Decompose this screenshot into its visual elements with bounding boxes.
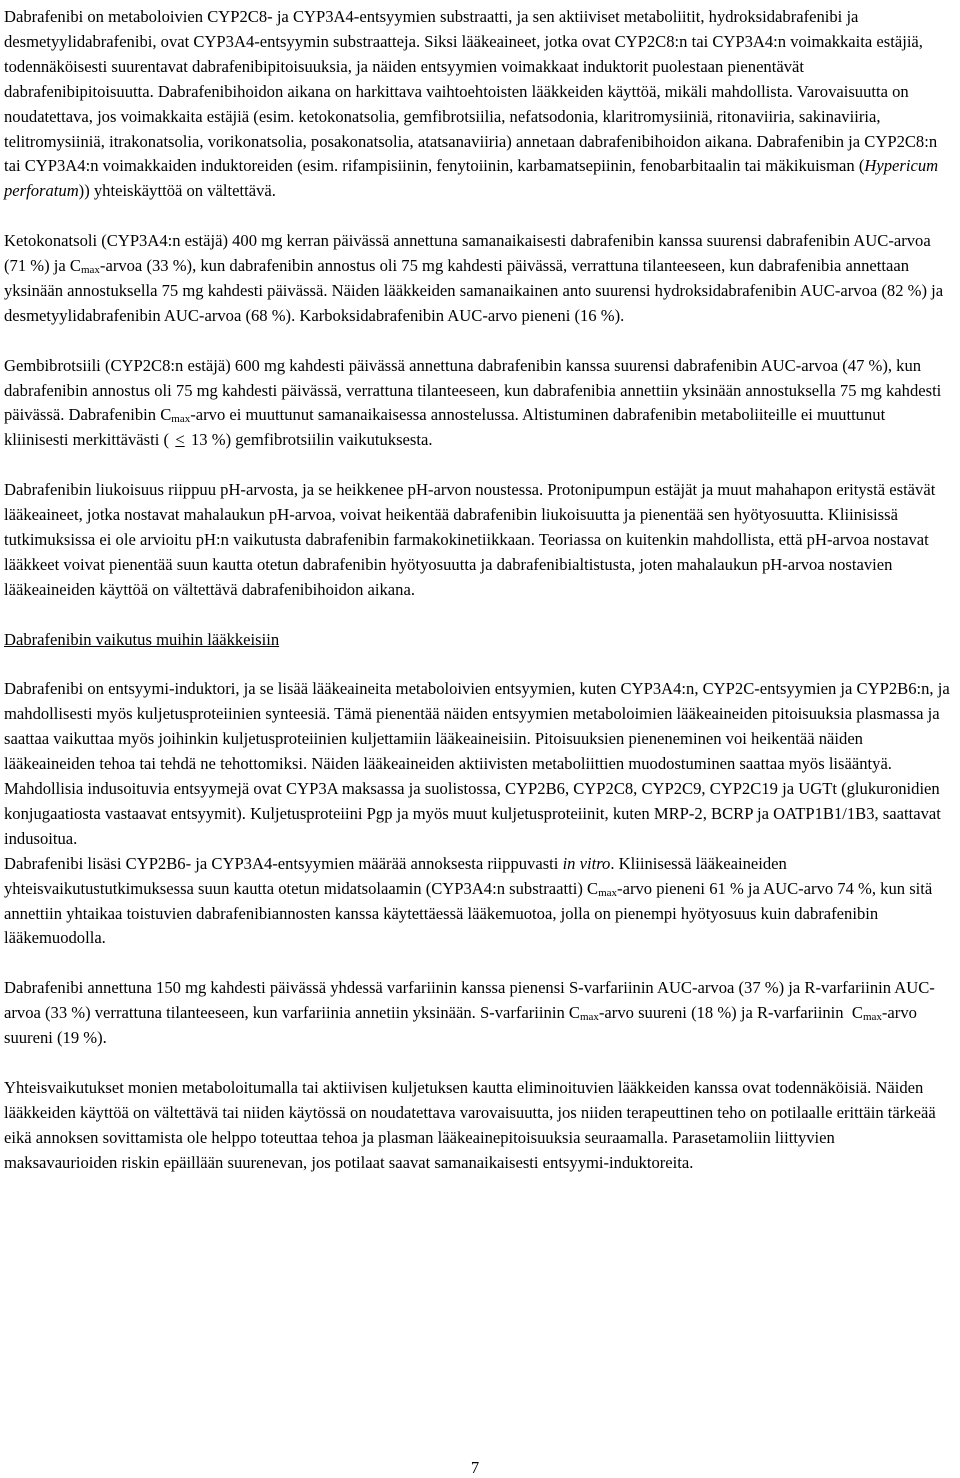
text-run: -arvo suureni (18 %) ja R-varfariinin C [598,1003,863,1023]
paragraph-ketoconazole [4,229,950,329]
subscript-max: max [598,886,618,899]
less-than-or-equal-symbol: < [175,430,185,450]
text-run: )) yhteiskäyttöä on vältettävä. [78,181,276,201]
paragraph-ph-solubility: Dabrafenibin liukoisuus riippuu pH-arvosta, ja se heikkenee pH-arvon noustessa. Protonipumpun estäjät ja muut mahahapon eritystä estävät lääkeaineet, jotka nostavat mahalaukun pH-arvoa, voivat heikentää dabrafenibin liukoisuutta ja pienentää sen hyötyosuutta. Kliinisissä tutkimuksissa ei ole arvioitu pH:n vaikutusta dabrafenibin farmakokinetiikkaan. Teoriassa on kuitenkin mahdollista, että pH-arvoa nostavat lääkkeet voivat pienentää suun kautta otetun dabrafenibin hyötyosuutta ja dabrafenibialtistusta, joten mahalaukun pH-arvoa nostavien lääkeaineiden käyttöä on vältettävä dabrafenibihoidon aikana. [4,480,936,599]
italic-species-name: Hypericum perforatum [4,156,939,201]
text-run: 13 %) gemfibrotsiilin vaikutuksesta. [191,430,433,450]
text-run: -arvoa (33 %), kun dabrafenibin annostus oli 75 mg kahdesti päivässä, verrattuna tilanteeseen, kun dabrafenibia annettaan yksinään annostuksella 75 mg kahdesti päivässä. Näiden lääkkeiden samanaikainen anto suurensi hydroksidabrafenibin AUC-arvoa (82 %) ja desmetyylidabrafenibin AUC-arvoa (68 %). Karboksidabrafenibin AUC-arvo pieneni (16 %). [4,256,944,325]
page-number: 7 [470,1458,480,1477]
paragraph-cyp-substrate [4,5,950,204]
subscript-max: max [862,1011,882,1024]
subscript-max: max [171,413,191,426]
paragraph-gemfibrozil [4,354,950,454]
text-run: -arvo suureni (19 %). [4,1003,917,1048]
paragraph-in-vitro [4,852,950,952]
paragraph-interactions: Yhteisvaikutukset monien metaboloitumalla tai aktiivisen kuljetuksen kautta eliminoituvien lääkkeiden kanssa ovat todennäköisiä. Näiden lääkkeiden käyttöä on vältettävä tai niiden käytössä on noudatettava varovaisuutta, jos niiden terapeuttinen teho on potilaalle erittäin tärkeää eikä annoksen sovittamista ole helppo toteuttaa tehoa ja plasman lääkeainepitoisuuksia seuraamalla. Parasetamoliin liittyvien maksavaurioiden riskin epäillään suurenevan, jos potilaat saavat samanaikaisesti entsyymi-induktoreita. [4,1077,936,1172]
text-run: Dabrafenibi on metaboloivien CYP2C8- ja CYP3A4-entsyymien substraatti, ja sen aktiiviset metaboliitit, hydroksidabrafenibi ja desmetyylidabrafenibi, ovat CYP3A4-entsyymin substraatteja. Siksi lääkeaineet, jotka ovat CYP2C8:n tai CYP3A4:n voimakkaita estäjiä, todennäköisesti suurentavat dabrafenibipitoisuuksia, ja näiden entsyymien voimakkaat induktorit puolestaan pienentävät dabrafenibipitoisuutta. Dabrafenibihoidon aikana on harkittava vaihtoehtoisten lääkkeiden käyttöä, mikäli mahdollista. Varovaisuutta on noudatettava, jos voimakkaita estäjiä (esim. ketokonatsolia, gemfibrotsiilia, nefatsodonia, klaritromysiiniä, ritonaviiria, sakinaviiria, telitromysiiniä, itrakonatsolia, vorikonatsolia, posakonatsolia, atatsanaviiria) annetaan dabrafenibihoidon aikana. Dabrafenibin ja CYP2C8:n tai CYP3A4:n voimakkaiden induktoreiden (esim. rifampisiinin, fenytoiinin, karbamatsepiinin, fenobarbitaalin tai mäkikuisman ( [4,7,938,176]
text-run: Dabrafenibi annettuna 150 mg kahdesti päivässä yhdessä varfariinin kanssa pienensi S-varfariinin AUC-arvoa (37 %) ja R-varfariinin AUC-arvoa (33 %) verrattuna tilanteeseen, kun varfariinia annetiin yksinään. S-varfariinin C [4,978,935,1023]
text-run: -arvo pieneni 61 % ja AUC-arvo 74 %, kun sitä annettiin yhtaikaa toistuvien dabrafenibiannosten kanssa käytettäessä lääkemuotoa, jolla on pienempi hyötyosuus kuin dabrafenibin lääkemuodolla. [4,878,933,948]
paragraph-enzyme-inducer: Dabrafenibi on entsyymi-induktori, ja se lisää lääkeaineita metaboloivien entsyymien, kuten CYP3A4:n, CYP2C-entsyymien ja CYP2B6:n, ja mahdollisesti myös kuljetusproteiinien synteesiä. Tämä pienentää näiden entsyymien metaboloimien lääkeaineiden pitoisuuksia plasmassa ja saattaa vaikuttaa myös joihinkin kuljetusproteiinien kuljettamiin lääkeaineisiin. Pitoisuuksien pieneneminen voi heikentää näiden lääkeaineiden tehoa tai tehdä ne tehottomiksi. Näiden lääkeaineiden aktiivisten metaboliittien muodostuminen saattaa myös lisääntyä. Mahdollisia indusoituvia entsyymejä ovat CYP3A maksassa ja suolistossa, CYP2B6, CYP2C8, CYP2C9, CYP2C19 ja UGTt (glukuronidien konjugaatiosta vastaavat entsyymit). Kuljetusproteiini Pgp ja myös muut kuljetusproteiinit, kuten MRP-2, BCRP ja OATP1B1/1B3, saattavat indusoitua. [4,679,950,848]
subscript-max: max [579,1011,599,1024]
text-run: -arvo ei muuttunut samanaikaisessa annostelussa. Altistuminen dabrafenibin metaboliiteille ei muuttunut kliinisesti merkittävästi ( [4,405,886,450]
text-run: Gembibrotsiili (CYP2C8:n estäjä) 600 mg kahdesti päivässä annettuna dabrafenibin kanssa suurensi dabrafenibin AUC-arvoa (47 %), kun dabrafenibin annostus oli 75 mg kahdesti päivässä, verrattuna tilanteeseen, kun dabrafenibia annettiin yksinään annostuksella 75 mg kahdesti päivässä. Dabrafenibin C [4,355,942,425]
text-run: . Kliinisessä lääkeaineiden yhteisvaikutustutkimuksessa suun kautta otetun midatsolaamin (CYP3A4:n substraatti) C [4,853,787,898]
section-heading: Dabrafenibin vaikutus muihin lääkkeisiin [4,629,280,649]
text-run: Ketokonatsoli (CYP3A4:n estäjä) 400 mg kerran päivässä annettuna samanaikaisesti dabrafenibin kanssa suurensi dabrafenibin AUC-arvoa (71 %) ja C [4,231,931,276]
italic-in-vitro: in vitro [562,853,611,873]
subscript-max: max [80,264,100,277]
paragraph-warfarin [4,976,950,1051]
text-run: Dabrafenibi lisäsi CYP2B6- ja CYP3A4-entsyymien määrää annoksesta riippuvasti [4,853,563,873]
